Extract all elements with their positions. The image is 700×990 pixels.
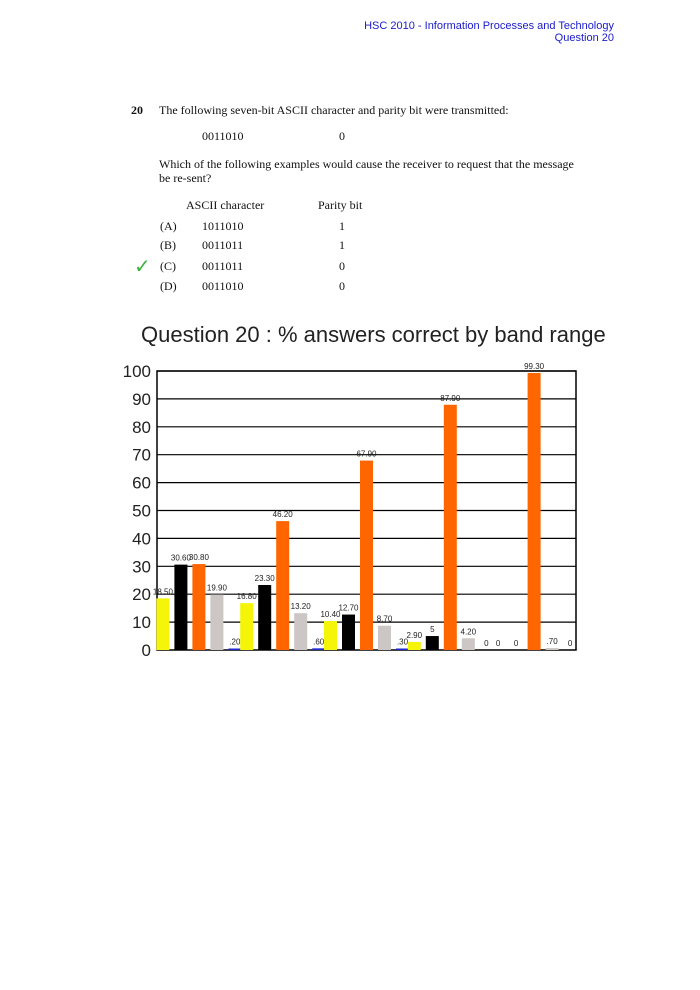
option-d-label: (D) xyxy=(160,279,177,293)
y-tick-label: 60 xyxy=(132,473,151,493)
column-header-parity: Parity bit xyxy=(318,198,363,212)
bar-mark xyxy=(426,636,439,650)
bar-mark xyxy=(276,521,289,650)
bar-mark xyxy=(360,461,373,650)
bar-data-label: .20 xyxy=(229,637,241,647)
bar-data-label: 46.20 xyxy=(272,510,293,520)
bar-data-label: 16.80 xyxy=(236,592,257,602)
option-b-label: (B) xyxy=(160,238,176,252)
bar-mark xyxy=(462,638,475,650)
correct-answer-check-icon: ✓ xyxy=(134,254,151,278)
option-b-parity: 1 xyxy=(339,238,345,252)
option-d-ascii: 0011010 xyxy=(202,279,244,293)
y-tick-label: 0 xyxy=(141,641,151,660)
header-line-2: Question 20 xyxy=(554,32,614,44)
bar-data-label: 23.30 xyxy=(254,573,275,583)
bar-mark xyxy=(240,603,253,650)
y-tick-label: 10 xyxy=(132,613,151,633)
option-c-parity: 0 xyxy=(339,259,345,273)
bar-data-label: 0 xyxy=(513,639,519,648)
bar-data-label: 2.90 xyxy=(406,630,423,640)
bar-data-label: 30.80 xyxy=(188,553,209,563)
bar-mark xyxy=(294,613,307,650)
option-a-parity: 1 xyxy=(339,219,345,233)
question-prompt-line-2: be re-sent? xyxy=(159,171,212,185)
bar-data-label: 4.20 xyxy=(460,627,477,637)
question-prompt-line-1: Which of the following examples would cause the receiver to request that the message xyxy=(159,157,574,171)
bar-mark xyxy=(378,626,391,650)
bar-data-label: 10.40 xyxy=(320,609,341,619)
bar-mark xyxy=(546,648,559,650)
y-tick-label: 100 xyxy=(122,362,151,381)
option-a-ascii: 1011010 xyxy=(202,219,244,233)
y-tick-label: 40 xyxy=(132,529,151,549)
column-header-ascii: ASCII character xyxy=(186,198,265,212)
bar-data-label: 0 xyxy=(484,639,489,648)
y-tick-label: 70 xyxy=(132,445,151,465)
bar-data-label: 67.90 xyxy=(356,449,377,459)
option-c-ascii: 0011011 xyxy=(202,259,244,273)
bar-data-label: 99.30 xyxy=(524,361,545,371)
bar-data-label: 12.70 xyxy=(338,603,359,613)
y-tick-label: 80 xyxy=(132,417,151,437)
bar-data-label: .60 xyxy=(313,637,325,647)
bar-data-label: 18.50 xyxy=(152,587,173,597)
bar-mark xyxy=(156,598,169,650)
option-c-label: (C) xyxy=(160,259,176,273)
bar-data-label: 13.20 xyxy=(290,602,311,612)
bar-mark xyxy=(408,642,421,650)
bar-mark xyxy=(324,621,337,650)
bar-mark xyxy=(396,649,409,651)
bar-mark xyxy=(312,648,325,650)
bar-data-label: .30 xyxy=(396,637,409,647)
bar-data-label: 0 xyxy=(567,639,573,648)
option-b-ascii: 0011011 xyxy=(202,238,244,252)
bar-data-label: .70 xyxy=(546,637,558,647)
bar-mark xyxy=(528,373,541,650)
y-tick-label: 30 xyxy=(132,557,151,577)
bar-mark xyxy=(444,405,457,650)
bar-mark xyxy=(192,564,205,650)
bar-data-label: 19.90 xyxy=(206,583,227,593)
bar-data-label: 8.70 xyxy=(376,614,393,624)
y-tick-label: 20 xyxy=(132,585,151,605)
bar-data-label: 87.90 xyxy=(440,393,461,403)
transmitted-ascii: 0011010 xyxy=(202,129,244,143)
question-stem: The following seven-bit ASCII character and parity bit were transmitted: xyxy=(159,103,509,117)
question-number: 20 xyxy=(131,103,143,117)
bar-mark xyxy=(228,649,241,651)
bar-mark xyxy=(258,585,271,650)
bar-data-label: 30.60 xyxy=(170,553,191,563)
transmitted-parity: 0 xyxy=(339,129,345,143)
y-tick-label: 50 xyxy=(132,501,151,521)
bar-data-label: 0 xyxy=(495,639,501,648)
bar-data-label: 5 xyxy=(430,625,435,635)
option-d-parity: 0 xyxy=(339,279,345,293)
bar-mark xyxy=(210,594,223,650)
bar-mark xyxy=(342,615,355,650)
option-a-label: (A) xyxy=(160,219,177,233)
y-tick-label: 90 xyxy=(132,389,151,409)
header-line-1: HSC 2010 - Information Processes and Technology xyxy=(364,20,614,32)
bar-mark xyxy=(174,565,187,650)
chart-title: Question 20 : % answers correct by band range xyxy=(141,322,606,347)
